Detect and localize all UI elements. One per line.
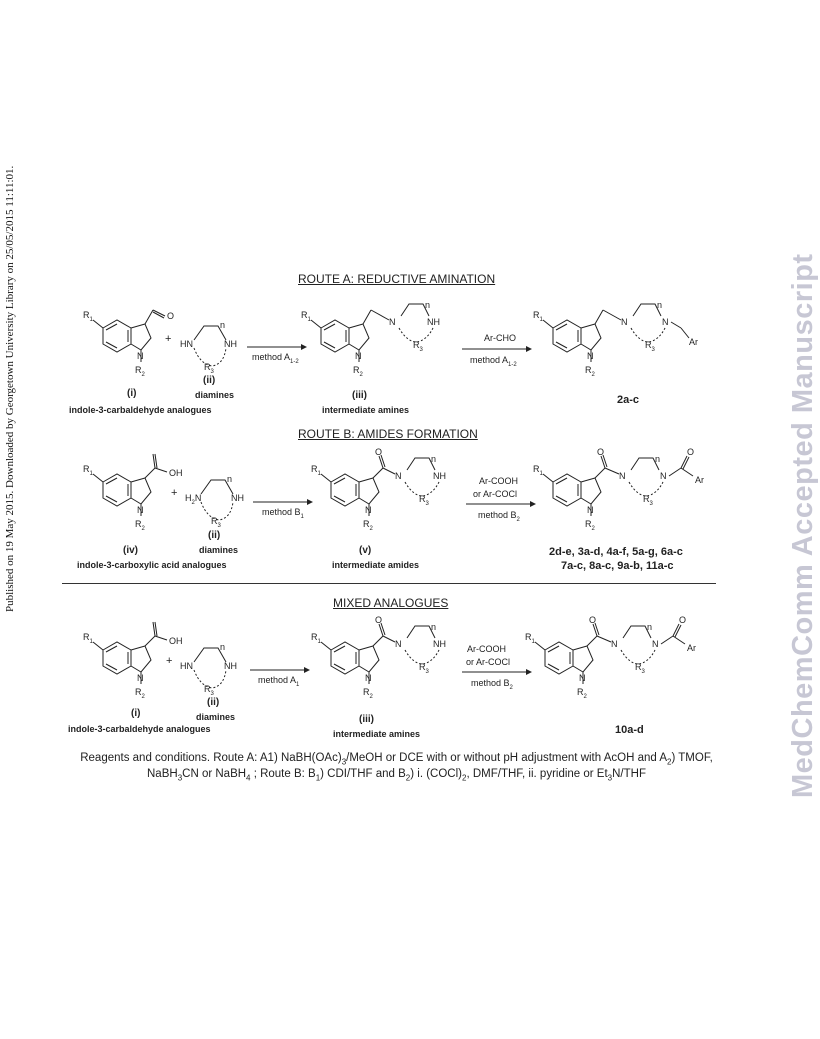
r1-label: $R_1$	[525, 632, 535, 645]
section-divider	[62, 583, 716, 584]
r1-label: $R_1$	[311, 464, 321, 477]
diamine-n-label: n	[227, 474, 233, 484]
r2-label: $R_2$	[353, 365, 363, 378]
amide-n2-label: N	[652, 639, 659, 649]
route-a-diamine-name: diamines	[195, 390, 235, 400]
amide-n2-label: N	[660, 471, 667, 481]
diamine-structure	[180, 640, 250, 700]
route-b-int-number: (v)	[359, 545, 372, 556]
indole-n-label: N	[587, 351, 594, 361]
amide-o-label: O	[597, 447, 605, 457]
r2-label: $R_2$	[577, 687, 587, 700]
indole-n-label: N	[137, 673, 144, 683]
route-a-arrow-2	[462, 344, 532, 354]
diamine-nh-label: NH	[231, 493, 244, 503]
r1-label: $R_1$	[533, 464, 543, 477]
diamine-r3-label: $R_3$	[204, 362, 214, 375]
r1-label: $R_1$	[301, 310, 311, 323]
mixed-arrow-1	[250, 665, 310, 675]
amide-n-label: N	[395, 639, 402, 649]
r1-label: $R_1$	[83, 632, 93, 645]
route-b-heading: ROUTE B: AMIDES FORMATION	[298, 427, 478, 441]
acyl-o-label: O	[679, 615, 687, 625]
route-a-plus: +	[165, 333, 172, 345]
route-a-product: 2a-c	[617, 394, 640, 406]
mixed-int-number: (iii)	[359, 714, 374, 725]
indole-n-label: N	[137, 505, 144, 515]
indole-n-label: N	[365, 505, 372, 515]
indole-carbaldehyde-structure	[85, 298, 195, 388]
route-a-arrow-1	[247, 342, 307, 352]
r2-label: $R_2$	[363, 687, 373, 700]
r1-label: $R_1$	[533, 310, 543, 323]
route-a-int-number: (iii)	[352, 390, 367, 401]
amine-n-label: N	[621, 317, 628, 327]
r2-label: $R_2$	[135, 365, 145, 378]
diamine-nh-label: NH	[224, 339, 237, 349]
publication-note: Published on 19 May 2015. Downloaded by Georgetown University Library on 25/05/2015 11:11:01.	[4, 165, 16, 612]
route-a-int-name: intermediate amines	[322, 405, 410, 415]
amide-n-count: n	[655, 454, 661, 464]
mixed-plus: +	[166, 655, 173, 667]
amine-n-label: N	[389, 317, 396, 327]
amide-n-label: N	[619, 471, 626, 481]
r2-label: $R_2$	[585, 519, 595, 532]
mixed-arrow-2-mid: or Ar-COCl	[466, 657, 511, 667]
aldehyde-o-label: O	[167, 311, 175, 321]
watermark: MedChemComm Accepted Manuscript	[787, 253, 819, 798]
route-b-product-line-1: 2d-e, 3a-d, 4a-f, 5a-g, 6a-c	[549, 546, 683, 558]
diamine-nh-label: NH	[224, 661, 237, 671]
r3-label: $R_3$	[643, 494, 653, 507]
route-a-arrow-2-top: Ar-CHO	[484, 333, 516, 343]
amine-n-count: n	[657, 300, 663, 310]
diamine-structure	[180, 318, 250, 378]
amide-n-count: n	[431, 622, 437, 632]
route-b-arrow-1	[253, 497, 313, 507]
diamine-hn-label: HN	[180, 339, 193, 349]
diamine-hn-label: HN	[180, 661, 193, 671]
route-b-arrow-2-mid: or Ar-COCl	[473, 489, 518, 499]
mixed-diamine-number: (ii)	[207, 697, 220, 708]
diamine-r3-label: $R_3$	[211, 516, 221, 529]
indole-n-label: N	[137, 351, 144, 361]
amine-n-count: n	[425, 300, 431, 310]
amide-product-structure	[533, 447, 725, 542]
indole-n-label: N	[365, 673, 372, 683]
mixed-intermediate-structure	[311, 615, 473, 710]
route-b-diamine-number: (ii)	[208, 530, 221, 541]
mixed-arrow-2-bottom: method $B_2$	[471, 678, 513, 691]
amide-n-label: N	[395, 471, 402, 481]
acid-oh-label: OH	[169, 468, 183, 478]
diamine-h2n-label: $H_2N$	[185, 493, 202, 506]
amide-o-label: O	[375, 447, 383, 457]
product-10a-d-structure	[525, 615, 717, 710]
mixed-sm-name: indole-3-carbaldehyde analogues	[68, 724, 211, 734]
acyl-o-label: O	[687, 447, 695, 457]
route-a-arrow-1-label: method $A_{1-2}$	[252, 352, 299, 365]
route-b-arrow-2-top: Ar-COOH	[479, 476, 518, 486]
route-a-sm-number: (i)	[127, 388, 137, 399]
footnote-line-1: Reagents and conditions. Route A: A1) $NaBH(OAc)_3$/MeOH or DCE with or without pH adjustment with AcOH and $A_2$) TMOF,	[80, 752, 713, 767]
r3-label: $R_3$	[645, 340, 655, 353]
ar-label: Ar	[695, 475, 704, 485]
diamine-n-label: n	[220, 320, 226, 330]
r1-label: $R_1$	[311, 632, 321, 645]
intermediate-amine-structure	[303, 298, 463, 388]
mixed-indole-structure	[85, 620, 195, 710]
amide-n-count: n	[431, 454, 437, 464]
amide-n-label: N	[611, 639, 618, 649]
mixed-arrow-2	[462, 667, 532, 677]
amine-n2-label: N	[662, 317, 669, 327]
amide-nh-label: NH	[433, 639, 446, 649]
indole-n-label: N	[587, 505, 594, 515]
mixed-diamine-name: diamines	[196, 712, 236, 722]
r3-label: $R_3$	[419, 494, 429, 507]
acid-oh-label: OH	[169, 636, 183, 646]
route-b-sm-number: (iv)	[123, 545, 138, 556]
r2-label: $R_2$	[363, 519, 373, 532]
route-b-arrow-2-bottom: method $B_2$	[478, 510, 520, 523]
indole-n-label: N	[579, 673, 586, 683]
route-a-sm-name: indole-3-carbaldehyde analogues	[69, 405, 212, 415]
ar-label: Ar	[687, 643, 696, 653]
route-b-plus: +	[171, 487, 178, 499]
mixed-heading: MIXED ANALOGUES	[333, 596, 449, 610]
r1-label: $R_1$	[83, 464, 93, 477]
amide-o-label: O	[589, 615, 597, 625]
mixed-product: 10a-d	[615, 724, 644, 736]
r2-label: $R_2$	[135, 519, 145, 532]
amide-o-label: O	[375, 615, 383, 625]
indole-carboxylic-acid-structure	[85, 452, 195, 542]
ar-label: Ar	[689, 337, 698, 347]
route-b-arrow-2	[466, 499, 536, 509]
mixed-int-name: intermediate amines	[333, 729, 421, 739]
mixed-arrow-1-label: method $A_1$	[258, 675, 300, 688]
indole-n-label: N	[355, 351, 362, 361]
route-b-sm-name: indole-3-carboxylic acid analogues	[77, 560, 227, 570]
mixed-sm-number: (i)	[131, 708, 141, 719]
amide-nh-label: NH	[433, 471, 446, 481]
r2-label: $R_2$	[585, 365, 595, 378]
r2-label: $R_2$	[135, 687, 145, 700]
route-b-arrow-1-label: method $B_1$	[262, 507, 304, 520]
route-a-heading: ROUTE A: REDUCTIVE AMINATION	[298, 272, 496, 286]
amide-n-count: n	[647, 622, 653, 632]
r3-label: $R_3$	[413, 340, 423, 353]
diamine-n-label: n	[220, 642, 226, 652]
route-b-diamine-name: diamines	[199, 545, 239, 555]
route-a-diamine-number: (ii)	[203, 375, 216, 386]
footnote-line-2: NaBH$_3$CN or NaBH$_4$ ; Route B: $B_1$) CDI/THF and $B_2$) i. $(COCl)_2$, DMF/THF, ii. pyridine or $Et_3N$/THF	[147, 768, 646, 783]
amine-nh-label: NH	[427, 317, 440, 327]
route-b-int-name: intermediate amides	[332, 560, 420, 570]
r3-label: $R_3$	[419, 662, 429, 675]
diamine-r3-label: $R_3$	[204, 684, 214, 697]
route-a-arrow-2-bottom: method $A_{1-2}$	[470, 355, 517, 368]
diamine-structure	[185, 472, 255, 532]
product-2a-c-structure	[535, 298, 715, 388]
mixed-arrow-2-top: Ar-COOH	[467, 644, 506, 654]
r1-label: $R_1$	[83, 310, 93, 323]
r3-label: $R_3$	[635, 662, 645, 675]
intermediate-amide-structure	[311, 447, 473, 542]
route-b-product-line-2: 7a-c, 8a-c, 9a-b, 11a-c	[561, 560, 674, 572]
